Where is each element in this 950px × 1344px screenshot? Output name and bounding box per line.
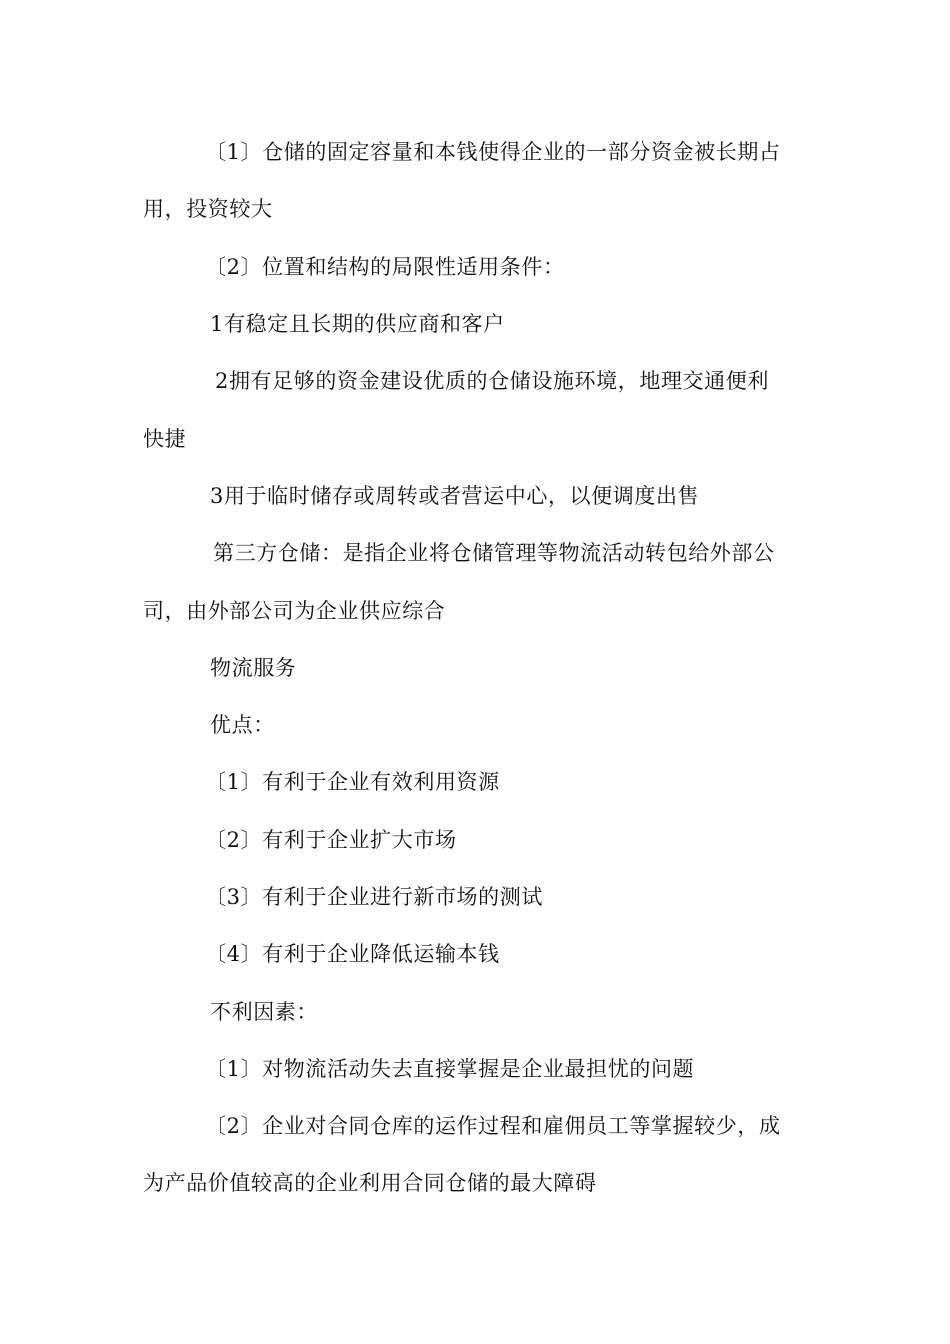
text-line-1: 〔1〕仓储的固定容量和本钱使得企业的一部分资金被长期占 [205,140,781,164]
text-line-10: 物流服务 [210,656,297,680]
text-line-15: 〔4〕有利于企业降低运输本钱 [205,942,500,966]
text-line-16: 不利因素： [210,1000,318,1024]
text-line-19: 为产品价值较高的企业利用合同仓储的最大障碍 [143,1171,597,1195]
text-line-17: 〔1〕对物流活动失去直接掌握是企业最担忧的问题 [205,1057,695,1081]
text-line-13: 〔2〕有利于企业扩大市场 [205,828,457,852]
text-line-5: 2拥有足够的资金建设优质的仓储设施环境，地理交通便利 [215,369,769,393]
text-line-2: 用，投资较大 [143,197,273,221]
text-line-12: 〔1〕有利于企业有效利用资源 [205,770,500,794]
text-line-7: 3用于临时储存或周转或者营运中心，以便调度出售 [210,484,700,508]
text-line-18: 〔2〕企业对合同仓库的运作过程和雇佣员工等掌握较少，成 [205,1114,781,1138]
text-line-6: 快捷 [143,427,187,451]
text-line-4: 1有稳定且长期的供应商和客户 [210,312,505,336]
text-line-3: 〔2〕位置和结构的局限性适用条件： [205,255,565,279]
text-line-9: 司，由外部公司为企业供应综合 [143,599,446,623]
text-line-14: 〔3〕有利于企业进行新市场的测试 [205,885,543,909]
text-line-8: 第三方仓储：是指企业将仓储管理等物流活动转包给外部公 [213,541,775,565]
text-line-11: 优点： [210,713,275,737]
